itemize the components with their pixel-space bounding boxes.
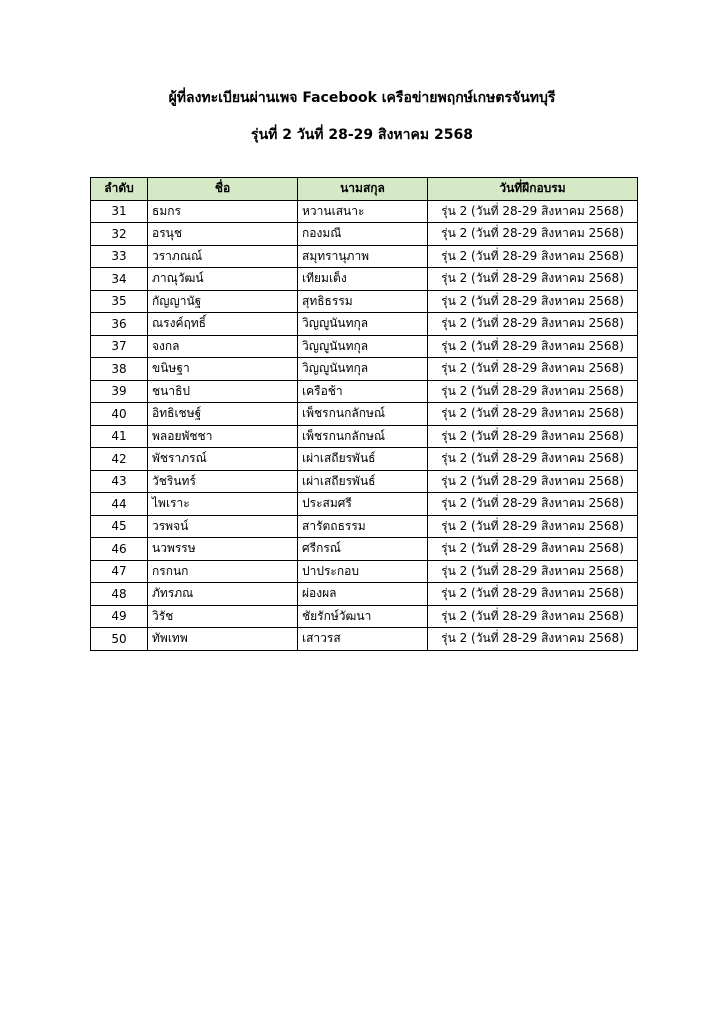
table-row (91, 515, 638, 538)
first-name-cell: จงกล (148, 335, 298, 358)
row-number-cell: 35 (91, 290, 148, 313)
row-number-cell: 37 (91, 335, 148, 358)
training-date-cell: รุ่น 2 (วันที่ 28-29 สิงหาคม 2568) (428, 335, 638, 358)
last-name-cell: ชัยรักษ์วัฒนา (298, 605, 428, 628)
table-row (91, 268, 638, 291)
table-row (91, 605, 638, 628)
row-number-cell: 48 (91, 583, 148, 606)
last-name-cell: วิญญูนันทกุล (298, 358, 428, 381)
table-row (91, 425, 638, 448)
first-name-cell: วราภณณ์ (148, 245, 298, 268)
table-row (91, 560, 638, 583)
row-number-cell: 33 (91, 245, 148, 268)
row-number-cell: 42 (91, 448, 148, 471)
last-name-cell: วิญญูนันทกุล (298, 335, 428, 358)
row-number-cell: 43 (91, 470, 148, 493)
table-row (91, 448, 638, 471)
first-name-cell: วรพจน์ (148, 515, 298, 538)
first-name-cell: พัชราภรณ์ (148, 448, 298, 471)
row-number-cell: 49 (91, 605, 148, 628)
last-name-cell: เพ็ชรกนกลักษณ์ (298, 403, 428, 426)
last-name-cell: เทียมเต็ง (298, 268, 428, 291)
last-name-cell: กองมณี (298, 223, 428, 246)
last-name-cell: เสาวรส (298, 628, 428, 651)
first-name-cell: ธมกร (148, 200, 298, 223)
table-row (91, 223, 638, 246)
row-number-cell: 38 (91, 358, 148, 381)
last-name-cell: สารัตถธรรม (298, 515, 428, 538)
training-date-cell: รุ่น 2 (วันที่ 28-29 สิงหาคม 2568) (428, 200, 638, 223)
training-date-cell: รุ่น 2 (วันที่ 28-29 สิงหาคม 2568) (428, 605, 638, 628)
last-name-cell: หวานเสนาะ (298, 200, 428, 223)
first-name-cell: ขนิษฐา (148, 358, 298, 381)
training-date-cell: รุ่น 2 (วันที่ 28-29 สิงหาคม 2568) (428, 425, 638, 448)
last-name-cell: เผ่าเสถียรพันธ์ (298, 470, 428, 493)
first-name-cell: อรนุช (148, 223, 298, 246)
last-name-cell: วิญญูนันทกุล (298, 313, 428, 336)
table-row (91, 358, 638, 381)
table-row (91, 403, 638, 426)
table-row (91, 290, 638, 313)
table-row (91, 335, 638, 358)
last-name-cell: เผ่าเสถียรพันธ์ (298, 448, 428, 471)
page-subtitle: รุ่นที่ 2 วันที่ 28-29 สิงหาคม 2568 (251, 127, 473, 143)
table-row (91, 470, 638, 493)
first-name-cell: นวพรรษ (148, 538, 298, 561)
registration-table (90, 177, 638, 651)
table-row (91, 583, 638, 606)
last-name-cell: ศรีกรณ์ (298, 538, 428, 561)
row-number-cell: 45 (91, 515, 148, 538)
row-number-cell: 32 (91, 223, 148, 246)
last-name-cell: ผ่องผล (298, 583, 428, 606)
row-number-cell: 50 (91, 628, 148, 651)
first-name-cell: ทัพเทพ (148, 628, 298, 651)
training-date-cell: รุ่น 2 (วันที่ 28-29 สิงหาคม 2568) (428, 448, 638, 471)
column-header-last-name: นามสกุล (298, 178, 428, 201)
first-name-cell: อิทธิเชษฐ์ (148, 403, 298, 426)
first-name-cell: กัญญานัฐ (148, 290, 298, 313)
page-title: ผู้ที่ลงทะเบียนผ่านเพจ Facebook เครือข่ายพฤกษ์เกษตรจันทบุรี (168, 90, 556, 106)
first-name-cell: วิรัช (148, 605, 298, 628)
column-header-number: ลำดับ (91, 178, 148, 201)
table-row (91, 245, 638, 268)
training-date-cell: รุ่น 2 (วันที่ 28-29 สิงหาคม 2568) (428, 358, 638, 381)
training-date-cell: รุ่น 2 (วันที่ 28-29 สิงหาคม 2568) (428, 290, 638, 313)
first-name-cell: ภาณุวัฒน์ (148, 268, 298, 291)
training-date-cell: รุ่น 2 (วันที่ 28-29 สิงหาคม 2568) (428, 515, 638, 538)
training-date-cell: รุ่น 2 (วันที่ 28-29 สิงหาคม 2568) (428, 538, 638, 561)
training-date-cell: รุ่น 2 (วันที่ 28-29 สิงหาคม 2568) (428, 493, 638, 516)
column-header-training-date: วันที่ฝึกอบรม (428, 178, 638, 201)
first-name-cell: วัชรินทร์ (148, 470, 298, 493)
row-number-cell: 44 (91, 493, 148, 516)
first-name-cell: ไพเราะ (148, 493, 298, 516)
first-name-cell: ชนาธิป (148, 380, 298, 403)
last-name-cell: เพ็ชรกนกลักษณ์ (298, 425, 428, 448)
training-date-cell: รุ่น 2 (วันที่ 28-29 สิงหาคม 2568) (428, 313, 638, 336)
training-date-cell: รุ่น 2 (วันที่ 28-29 สิงหาคม 2568) (428, 223, 638, 246)
table-row (91, 200, 638, 223)
table-header-row (91, 178, 638, 201)
column-header-first-name: ชื่อ (148, 178, 298, 201)
last-name-cell: ปาประกอบ (298, 560, 428, 583)
training-date-cell: รุ่น 2 (วันที่ 28-29 สิงหาคม 2568) (428, 560, 638, 583)
last-name-cell: สุทธิธรรม (298, 290, 428, 313)
table-row (91, 538, 638, 561)
table-row (91, 313, 638, 336)
row-number-cell: 31 (91, 200, 148, 223)
row-number-cell: 46 (91, 538, 148, 561)
training-date-cell: รุ่น 2 (วันที่ 28-29 สิงหาคม 2568) (428, 628, 638, 651)
last-name-cell: สมุทรานุภาพ (298, 245, 428, 268)
training-date-cell: รุ่น 2 (วันที่ 28-29 สิงหาคม 2568) (428, 380, 638, 403)
training-date-cell: รุ่น 2 (วันที่ 28-29 สิงหาคม 2568) (428, 403, 638, 426)
first-name-cell: ภัทรภณ (148, 583, 298, 606)
training-date-cell: รุ่น 2 (วันที่ 28-29 สิงหาคม 2568) (428, 583, 638, 606)
row-number-cell: 47 (91, 560, 148, 583)
table-row (91, 380, 638, 403)
training-date-cell: รุ่น 2 (วันที่ 28-29 สิงหาคม 2568) (428, 268, 638, 291)
first-name-cell: ณรงค์ฤทธิ์ (148, 313, 298, 336)
row-number-cell: 40 (91, 403, 148, 426)
row-number-cell: 41 (91, 425, 148, 448)
row-number-cell: 34 (91, 268, 148, 291)
row-number-cell: 39 (91, 380, 148, 403)
first-name-cell: กรกนก (148, 560, 298, 583)
last-name-cell: เครือช้า (298, 380, 428, 403)
table-row (91, 628, 638, 651)
training-date-cell: รุ่น 2 (วันที่ 28-29 สิงหาคม 2568) (428, 245, 638, 268)
table-row (91, 493, 638, 516)
last-name-cell: ประสมศรี (298, 493, 428, 516)
training-date-cell: รุ่น 2 (วันที่ 28-29 สิงหาคม 2568) (428, 470, 638, 493)
first-name-cell: พลอยพัชชา (148, 425, 298, 448)
row-number-cell: 36 (91, 313, 148, 336)
